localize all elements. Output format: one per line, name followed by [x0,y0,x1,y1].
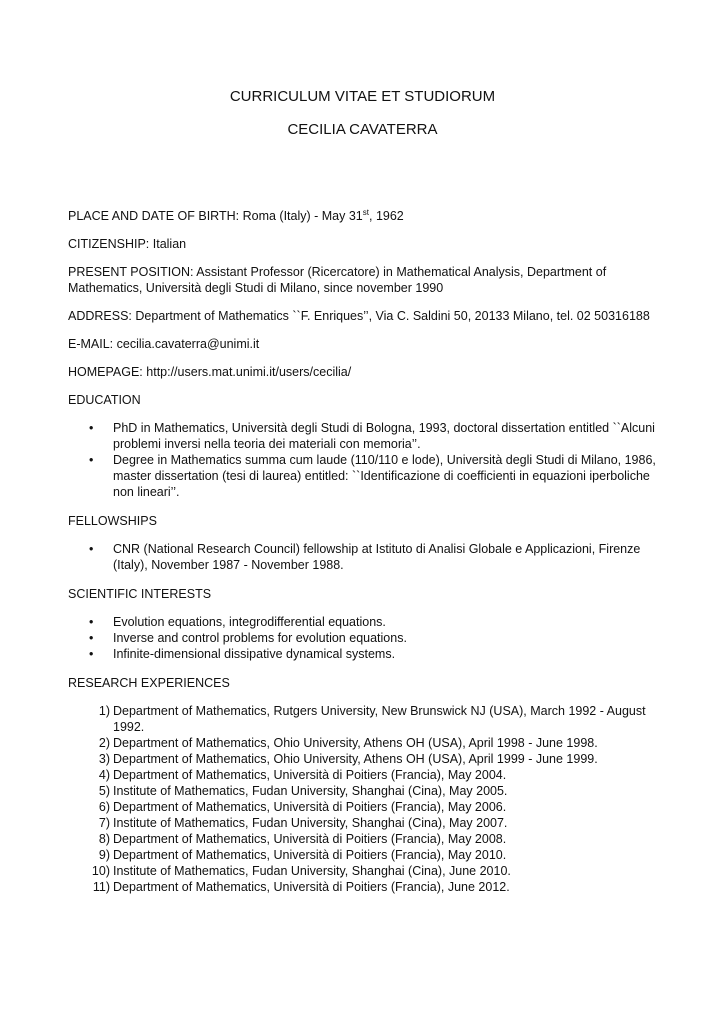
list-item [68,815,658,831]
email-label: E-MAIL: [68,337,114,351]
list-item [68,735,658,751]
list-item [68,863,658,879]
birth-value [243,209,404,223]
address-line [68,308,658,324]
homepage-line [68,364,658,380]
bullet-icon: • [89,615,94,629]
research-heading: RESEARCH EXPERIENCES [68,676,230,690]
person-name: CECILIA CAVATERRA [287,121,438,138]
item-number: 4) [98,768,110,782]
research-item-text: Institute of Mathematics, Fudan University, Shanghai (Cina), May 2007. [113,816,508,830]
interests-heading: SCIENTIFIC INTERESTS [68,587,212,601]
citizenship-line [68,236,658,252]
position-label: PRESENT POSITION: [68,265,194,279]
item-number: 5) [98,784,110,798]
bullet-icon: • [89,647,94,661]
email-value: cecilia.cavaterra@unimi.it [116,337,260,351]
item-number: 2) [98,736,110,750]
research-item-text: Department of Mathematics, Università di Poitiers (Francia), May 2006. [113,800,507,814]
list-item [68,847,658,863]
homepage-label: HOMEPAGE: [68,365,143,379]
address-label: ADDRESS: [68,309,132,323]
list-item [68,420,658,452]
research-item-text: Department of Mathematics, Rutgers University, New Brunswick NJ (USA), March 1992 - August 1992. [113,704,646,734]
research-item-text: Department of Mathematics, Università di Poitiers (Francia), May 2004. [113,768,507,782]
research-item-text: Department of Mathematics, Università di Poitiers (Francia), May 2008. [113,832,507,846]
document-title: CURRICULUM VITAE ET STUDIORUM [229,88,496,105]
interests-list [68,614,658,662]
citizenship-label: CITIZENSHIP: [68,237,150,251]
list-item [68,646,658,662]
item-number: 8) [98,832,110,846]
email-line [68,336,658,352]
list-item [68,452,658,500]
list-item [68,541,658,573]
item-number: 11) [92,880,110,894]
list-item [68,831,658,847]
item-number: 1) [98,704,110,718]
education-list [68,420,658,500]
list-item [68,879,658,895]
interest-item-text: Infinite-dimensional dissipative dynamical systems. [113,647,396,661]
position-line [68,264,658,296]
list-item [68,703,658,735]
interest-item-text: Inverse and control problems for evolution equations. [113,631,407,645]
research-item-text: Department of Mathematics, Università di Poitiers (Francia), May 2010. [113,848,507,862]
bullet-icon: • [89,453,94,467]
list-item [68,751,658,767]
citizenship-value: Italian [152,237,187,251]
research-list [68,703,658,895]
bullet-icon: • [89,421,94,435]
research-item-text: Department of Mathematics, Università di Poitiers (Francia), June 2012. [113,880,510,894]
fellowship-item-text: CNR (National Research Council) fellowship at Istituto di Analisi Globale e Applicazioni, Firenze (Italy), November 1987 - November 1988. [113,542,641,572]
fellowships-list [68,541,658,573]
cv-content [68,208,658,908]
interest-item-text: Evolution equations, integrodifferential equations. [113,615,386,629]
list-item [68,767,658,783]
address-value: Department of Mathematics ``F. Enriques’’, Via C. Saldini 50, 20133 Milano, tel. 02 50316188 [135,309,650,323]
list-item [68,799,658,815]
item-number: 7) [98,816,110,830]
birth-value-main: Roma (Italy) - May 31 [242,209,363,223]
item-number: 10) [91,864,110,878]
bullet-icon: • [89,542,94,556]
research-item-text: Institute of Mathematics, Fudan University, Shanghai (Cina), June 2010. [113,864,511,878]
birth-value-year: , 1962 [369,209,404,223]
research-item-text: Department of Mathematics, Ohio University, Athens OH (USA), April 1999 - June 1999. [113,752,598,766]
education-item-text: Degree in Mathematics summa cum laude (110/110 e lode), Università degli Studi di Milano, 1986, master dissertation (tesi di laurea) entitled: ``Identificazione di coefficienti in equazioni iperboliche non lineari’’. [113,453,656,499]
list-item [68,630,658,646]
research-item-text: Department of Mathematics, Ohio University, Athens OH (USA), April 1998 - June 1998. [113,736,598,750]
research-item-text: Institute of Mathematics, Fudan University, Shanghai (Cina), May 2005. [113,784,508,798]
item-number: 6) [98,800,110,814]
list-item [68,614,658,630]
item-number: 9) [98,848,110,862]
birth-value-ordinal: st [362,207,369,217]
education-heading: EDUCATION [68,393,141,407]
birth-label: PLACE AND DATE OF BIRTH: [68,209,240,223]
item-number: 3) [98,752,110,766]
birth-line [68,208,658,224]
education-item-text: PhD in Mathematics, Università degli Studi di Bologna, 1993, doctoral dissertation entitled ``Alcuni problemi inversi nella teoria dei materiali con memoria’’. [113,421,655,451]
homepage-value: http://users.mat.unimi.it/users/cecilia/ [146,365,352,379]
fellowships-heading: FELLOWSHIPS [68,514,157,528]
position-value: Assistant Professor (Ricercatore) in Mathematical Analysis, Department of Mathematics, Università degli Studi di Milano, since november 1990 [68,265,607,295]
list-item [68,783,658,799]
bullet-icon: • [89,631,94,645]
